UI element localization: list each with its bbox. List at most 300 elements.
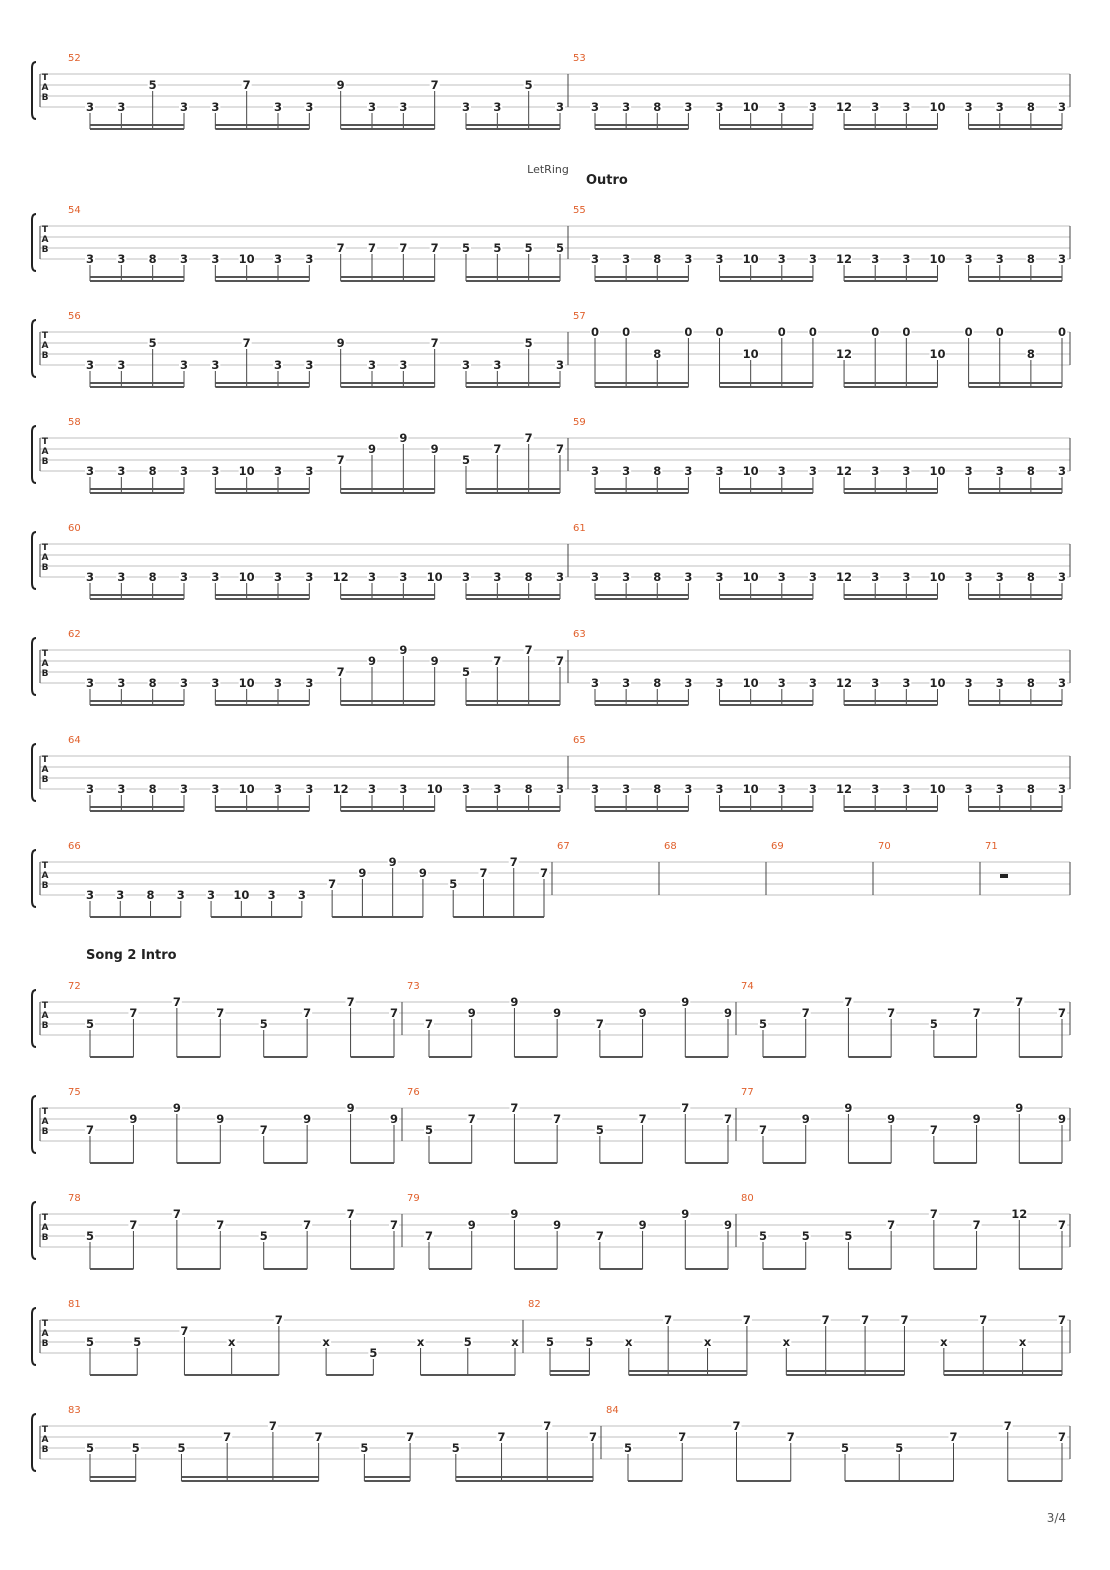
fret-number: 3 [715, 464, 724, 478]
fret-number: 3 [590, 676, 600, 690]
fret-number: 3 [684, 676, 693, 690]
measure [573, 523, 1070, 599]
tab-clef-letter: A [41, 235, 49, 245]
fret-number: 7 [172, 995, 181, 1009]
fret-number: 3 [179, 570, 189, 584]
fret-number: 5 [524, 336, 533, 350]
fret-number: 3 [964, 464, 973, 478]
fret-number: 5 [595, 1123, 604, 1137]
fret-number: 8 [146, 888, 155, 902]
fret-number: 7 [346, 995, 355, 1009]
measure-number: 73 [407, 981, 420, 992]
system-bracket [32, 1202, 36, 1259]
fret-number: 3 [367, 570, 377, 584]
measure [68, 1087, 402, 1163]
fret-number: 7 [900, 1313, 909, 1327]
tab-clef-letter: A [41, 1011, 49, 1021]
fret-number: 7 [1015, 995, 1024, 1009]
fret-number: 7 [242, 336, 251, 350]
fret-number: 7 [844, 995, 853, 1009]
measure-number: 62 [68, 629, 81, 640]
fret-number: 9 [389, 1112, 399, 1126]
fret-number: 8 [1026, 100, 1035, 114]
tab-system [32, 1193, 1070, 1269]
measure [68, 981, 402, 1057]
tab-clef-letter: T [41, 861, 49, 871]
tab-clef-letter: B [41, 351, 49, 361]
fret-number: 3 [211, 358, 220, 372]
measure [68, 1299, 523, 1375]
fret-number: 3 [399, 782, 408, 796]
tab-system [32, 53, 1070, 129]
fret-number: 7 [732, 1419, 741, 1433]
fret-number: 3 [493, 782, 502, 796]
fret-number: 10 [929, 464, 946, 478]
fret-number: 7 [678, 1430, 687, 1444]
fret-number: 10 [929, 347, 946, 361]
fret-number: 3 [461, 570, 471, 584]
fret-number: 3 [1057, 464, 1067, 478]
fret-number: 3 [555, 358, 565, 372]
measure [407, 1193, 736, 1269]
fret-number: 3 [964, 100, 973, 114]
fret-number: 3 [273, 464, 283, 478]
fret-number: 3 [85, 676, 95, 690]
tab-system [32, 948, 1070, 1057]
fret-number: 7 [129, 1006, 138, 1020]
tab-clef-letter: A [41, 447, 49, 457]
fret-number: 3 [117, 100, 126, 114]
fret-number: 3 [555, 570, 565, 584]
fret-number: 5 [259, 1017, 268, 1031]
fret-number: 3 [179, 464, 189, 478]
fret-number: 5 [555, 241, 565, 255]
fret-number: 3 [117, 570, 126, 584]
fret-number: x [227, 1335, 236, 1349]
system-bracket [32, 320, 36, 377]
measure [68, 735, 568, 811]
measure [528, 1299, 1070, 1375]
fret-number: 3 [995, 570, 1004, 584]
fret-number: 5 [369, 1346, 378, 1360]
measure-number: 68 [664, 841, 677, 852]
fret-number: 10 [742, 100, 759, 114]
measure [985, 841, 1070, 895]
fret-number: 3 [117, 782, 126, 796]
fret-number: 3 [715, 570, 724, 584]
fret-number: 5 [148, 336, 157, 350]
fret-number: 7 [303, 1006, 312, 1020]
fret-number: 3 [871, 782, 880, 796]
fret-number: 3 [367, 358, 377, 372]
fret-number: 3 [622, 100, 631, 114]
fret-number: 7 [524, 431, 533, 445]
fret-number: 3 [590, 782, 600, 796]
fret-number: 7 [664, 1313, 673, 1327]
measure-number: 56 [68, 311, 81, 322]
fret-number: 7 [328, 877, 337, 891]
fret-number: 3 [305, 676, 314, 690]
measure-number: 64 [68, 735, 81, 746]
fret-number: 3 [715, 252, 724, 266]
fret-number: 7 [493, 654, 502, 668]
measure [771, 841, 873, 895]
fret-number: 0 [1057, 325, 1067, 339]
fret-number: 3 [777, 252, 786, 266]
fret-number: 5 [545, 1335, 555, 1349]
fret-number: 9 [336, 78, 345, 92]
fret-number: 5 [801, 1229, 810, 1243]
fret-number: 3 [1057, 676, 1067, 690]
fret-number: 9 [336, 336, 345, 350]
tab-system [32, 1299, 1070, 1375]
tab-clef-letter: T [41, 1425, 49, 1435]
fret-number: x [940, 1335, 948, 1349]
fret-number: 3 [995, 782, 1004, 796]
fret-number: 9 [346, 1101, 355, 1115]
fret-number: 10 [929, 570, 946, 584]
fret-number: 7 [346, 1207, 355, 1221]
fret-number: 3 [305, 464, 314, 478]
fret-number: 8 [653, 252, 662, 266]
fret-number: 3 [902, 782, 911, 796]
fret-number: 9 [367, 654, 377, 668]
tab-clef-letter: T [41, 543, 49, 553]
fret-number: 5 [758, 1017, 768, 1031]
tab-clef-letter: B [41, 775, 49, 785]
fret-number: 7 [821, 1313, 830, 1327]
measure-number: 67 [557, 841, 570, 852]
fret-number: 9 [510, 1207, 519, 1221]
system-bracket [32, 1096, 36, 1153]
fret-number: 3 [211, 100, 220, 114]
fret-number: 7 [638, 1112, 647, 1126]
fret-number: 0 [902, 325, 911, 339]
fret-number: 3 [995, 464, 1004, 478]
fret-number: 3 [871, 464, 880, 478]
fret-number: 0 [715, 325, 724, 339]
fret-number: 7 [524, 643, 533, 657]
fret-number: 3 [399, 358, 408, 372]
measure-number: 83 [68, 1405, 81, 1416]
fret-number: 12 [836, 570, 853, 584]
fret-number: 3 [273, 358, 283, 372]
fret-number: 7 [389, 1006, 399, 1020]
fret-number: 10 [742, 347, 759, 361]
fret-number: 3 [1057, 570, 1067, 584]
fret-number: 3 [117, 676, 126, 690]
fret-number: x [782, 1335, 791, 1349]
fret-number: 7 [493, 442, 502, 456]
fret-number: 9 [1057, 1112, 1067, 1126]
tab-clef-letter: B [41, 669, 49, 679]
tab-system [32, 841, 1070, 917]
tab-clef-letter: B [41, 457, 49, 467]
fret-number: 9 [430, 442, 439, 456]
measure [573, 311, 1070, 387]
fret-number: 5 [133, 1335, 142, 1349]
measure-number: 81 [68, 1299, 81, 1310]
fret-number: 5 [449, 877, 458, 891]
fret-number: 8 [1026, 252, 1035, 266]
measure [68, 53, 568, 129]
tab-system [32, 629, 1070, 705]
tab-system [32, 163, 1070, 281]
fret-number: 3 [808, 100, 817, 114]
tab-system [32, 523, 1070, 599]
fret-number: 7 [972, 1006, 981, 1020]
fret-number: 10 [233, 888, 250, 902]
fret-number: 3 [1057, 782, 1067, 796]
tab-clef-letter: A [41, 765, 49, 775]
fret-number: x [511, 1335, 519, 1349]
fret-number: 3 [461, 782, 471, 796]
fret-number: 10 [742, 252, 759, 266]
fret-number: 5 [131, 1441, 140, 1455]
fret-number: 7 [1003, 1419, 1012, 1433]
fret-number: 3 [399, 100, 408, 114]
tab-system [32, 1405, 1070, 1481]
fret-number: 9 [430, 654, 439, 668]
fret-number: 0 [964, 325, 973, 339]
measure-number: 82 [528, 1299, 541, 1310]
tab-clef-letter: B [41, 881, 49, 891]
system-bracket [32, 744, 36, 801]
fret-number: 10 [929, 100, 946, 114]
fret-number: 3 [964, 570, 973, 584]
tab-clef-letter: B [41, 1445, 49, 1455]
measure-number: 53 [573, 53, 586, 64]
measure [573, 205, 1070, 281]
fret-number: 5 [840, 1441, 850, 1455]
fret-number: 7 [242, 78, 251, 92]
fret-number: 3 [808, 676, 817, 690]
measure-number: 57 [573, 311, 586, 322]
fret-number: 7 [259, 1123, 268, 1137]
fret-number: 3 [590, 570, 600, 584]
fret-number: 3 [493, 570, 502, 584]
fret-number: 10 [426, 782, 443, 796]
fret-number: 7 [509, 855, 518, 869]
measure [573, 629, 1070, 705]
fret-number: 3 [684, 464, 693, 478]
fret-number: 3 [590, 100, 600, 114]
fret-number: 9 [418, 866, 427, 880]
fret-number: 10 [929, 252, 946, 266]
tab-clef-letter: A [41, 1117, 49, 1127]
fret-number: 3 [176, 888, 185, 902]
fret-number: 7 [555, 442, 565, 456]
fret-number: 8 [148, 252, 157, 266]
fret-number: 10 [929, 782, 946, 796]
fret-number: 9 [172, 1101, 181, 1115]
fret-number: 3 [684, 782, 693, 796]
fret-number: 0 [777, 325, 786, 339]
fret-number: 7 [467, 1112, 476, 1126]
fret-number: 7 [979, 1313, 988, 1327]
fret-number: 3 [1057, 252, 1067, 266]
fret-number: 3 [808, 464, 817, 478]
fret-number: 9 [844, 1101, 853, 1115]
measure-number: 70 [878, 841, 891, 852]
tab-clef-letter: B [41, 563, 49, 573]
measure-number: 74 [741, 981, 754, 992]
fret-number: 10 [742, 782, 759, 796]
fret-number: 5 [85, 1441, 95, 1455]
measure-number: 71 [985, 841, 998, 852]
fret-number: x [322, 1335, 330, 1349]
fret-number: 7 [430, 336, 439, 350]
fret-number: 10 [742, 570, 759, 584]
fret-number: 3 [995, 676, 1004, 690]
system-bracket [32, 532, 36, 589]
measure [741, 1193, 1070, 1269]
fret-number: 0 [590, 325, 600, 339]
fret-number: 9 [399, 431, 408, 445]
fret-number: 3 [273, 252, 283, 266]
fret-number: 7 [595, 1017, 604, 1031]
tab-clef-letter: T [41, 331, 49, 341]
fret-number: 3 [461, 100, 471, 114]
section-label: Song 2 Intro [86, 948, 177, 963]
fret-number: 3 [622, 252, 631, 266]
fret-number: 3 [207, 888, 216, 902]
fret-number: 3 [902, 570, 911, 584]
fret-number: 7 [786, 1430, 795, 1444]
measure [68, 1405, 601, 1481]
fret-number: 7 [336, 453, 345, 467]
tab-clef-letter: T [41, 225, 49, 235]
fret-number: 10 [238, 252, 255, 266]
fret-number: 3 [684, 252, 693, 266]
fret-number: 3 [85, 358, 95, 372]
fret-number: 12 [836, 347, 853, 361]
fret-number: 8 [1026, 347, 1035, 361]
fret-number: 5 [461, 241, 471, 255]
fret-number: 3 [179, 100, 189, 114]
measure [68, 417, 568, 493]
fret-number: 3 [871, 570, 880, 584]
effect-label: LetRing [527, 163, 569, 176]
fret-number: 3 [399, 570, 408, 584]
fret-number: 7 [406, 1430, 415, 1444]
measure-number: 84 [606, 1405, 619, 1416]
fret-number: 3 [871, 676, 880, 690]
fret-number: 5 [424, 1123, 434, 1137]
fret-number: 7 [1057, 1313, 1067, 1327]
fret-number: 7 [268, 1419, 277, 1433]
fret-number: 8 [148, 782, 157, 796]
fret-number: 10 [238, 570, 255, 584]
tab-clef-letter: B [41, 1127, 49, 1137]
fret-number: 7 [274, 1313, 283, 1327]
fret-number: 3 [117, 252, 126, 266]
fret-number: 3 [964, 782, 973, 796]
fret-number: 7 [497, 1430, 506, 1444]
fret-number: 12 [1011, 1207, 1028, 1221]
fret-number: 3 [493, 100, 502, 114]
fret-number: 9 [887, 1112, 896, 1126]
fret-number: 10 [929, 676, 946, 690]
fret-number: 5 [148, 78, 157, 92]
fret-number: 5 [929, 1017, 938, 1031]
tab-clef-letter: A [41, 341, 49, 351]
whole-rest [1000, 874, 1008, 878]
tab-clef-letter: B [41, 1021, 49, 1031]
measure-number: 80 [741, 1193, 754, 1204]
fret-number: 7 [1057, 1430, 1067, 1444]
tab-clef-letter: T [41, 1319, 49, 1329]
fret-number: 7 [129, 1218, 138, 1232]
fret-number: 3 [85, 252, 95, 266]
fret-number: 9 [972, 1112, 981, 1126]
tab-clef-letter: T [41, 649, 49, 659]
fret-number: 3 [85, 464, 95, 478]
fret-number: 7 [949, 1430, 958, 1444]
fret-number: 5 [895, 1441, 904, 1455]
system-bracket [32, 850, 36, 907]
fret-number: 0 [622, 325, 631, 339]
fret-number: 8 [148, 570, 157, 584]
measure [68, 523, 568, 599]
tab-clef-letter: A [41, 871, 49, 881]
fret-number: 5 [177, 1441, 186, 1455]
tab-system [32, 1087, 1070, 1163]
fret-number: 3 [995, 100, 1004, 114]
tab-clef-letter: A [41, 83, 49, 93]
fret-number: 7 [85, 1123, 95, 1137]
fret-number: 9 [801, 1112, 810, 1126]
fret-number: 9 [358, 866, 367, 880]
fret-number: 7 [424, 1229, 434, 1243]
measure [68, 1193, 402, 1269]
measure [573, 735, 1070, 811]
fret-number: 7 [424, 1017, 434, 1031]
fret-number: 7 [758, 1123, 768, 1137]
fret-number: 3 [367, 100, 377, 114]
fret-number: 3 [555, 782, 565, 796]
measure-number: 78 [68, 1193, 81, 1204]
fret-number: 7 [595, 1229, 604, 1243]
measure-number: 76 [407, 1087, 420, 1098]
fret-number: 3 [995, 252, 1004, 266]
fret-number: 9 [681, 995, 690, 1009]
fret-number: 3 [85, 100, 95, 114]
fret-number: 3 [777, 464, 786, 478]
tab-system [32, 735, 1070, 811]
fret-number: 5 [461, 453, 471, 467]
fret-number: 12 [332, 570, 349, 584]
system-bracket [32, 1414, 36, 1471]
fret-number: 3 [211, 782, 220, 796]
fret-number: 3 [622, 676, 631, 690]
fret-number: 7 [929, 1207, 938, 1221]
fret-number: 7 [555, 654, 565, 668]
measure [606, 1405, 1070, 1481]
fret-number: 3 [590, 464, 600, 478]
fret-number: 5 [463, 1335, 472, 1349]
measure [68, 205, 568, 281]
fret-number: 3 [684, 100, 693, 114]
fret-number: 5 [524, 241, 533, 255]
fret-number: 3 [871, 252, 880, 266]
tab-clef-letter: B [41, 1339, 49, 1349]
measure-number: 77 [741, 1087, 754, 1098]
fret-number: 3 [85, 888, 95, 902]
fret-number: 9 [638, 1218, 647, 1232]
tab-clef-letter: A [41, 1329, 49, 1339]
fret-number: 3 [297, 888, 306, 902]
